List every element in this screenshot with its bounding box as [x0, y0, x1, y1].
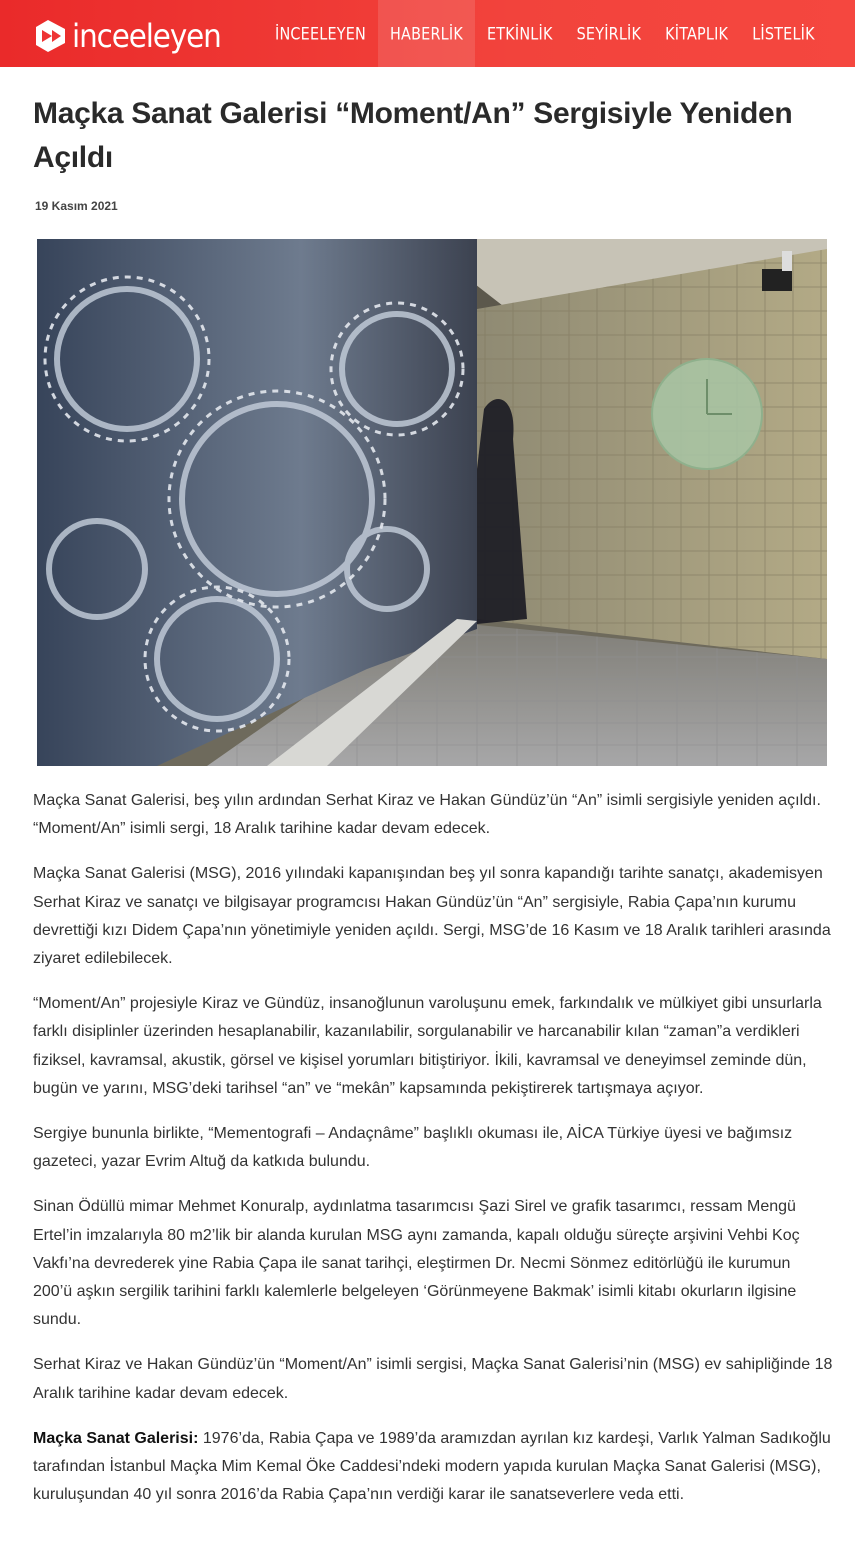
- article-paragraph: “Moment/An” projesiyle Kiraz ve Gündüz, insanoğlunun varoluşunu emek, farkındalık ve mülkiyet gibi unsurlarla farklı disiplinler üzerinden hesaplanabilir, kazanılabilir, sorgulanabilir ve harcanabilir kılan “zaman”a verdikleri fiziksel, kavramsal, akustik, görsel ve kişisel yorumları bitiştiriyor. İkili, kavramsal ve deneyimsel zeminde dün, bugün ve yarını, MSG’deki tarihsel “an” ve “mekân” kapsamında pekiştirerek tartışmaya açıyor.: [33, 995, 822, 1097]
- gallery-lead-label: Maçka Sanat Galerisi:: [33, 1429, 199, 1447]
- gallery-photo: [37, 239, 827, 766]
- article-paragraph: Serhat Kiraz ve Hakan Gündüz’ün “Moment/An” isimli sergisi, Maçka Sanat Galerisi’nin (MSG) ev sahipliğinde 18 Aralık tarihine kadar devam edecek.: [33, 1356, 833, 1402]
- site-header: [0, 0, 855, 67]
- article-paragraph: Sergiye bununla birlikte, “Mementografi – Andaçnâme” başlıklı okuması ile, AİCA Türkiye üyesi ve bağımsız gazeteci, yazar Evrim Altuğ da katkıda bulundu.: [33, 1125, 793, 1171]
- nav-item-kitaplik[interactable]: KİTAPLIK: [665, 23, 729, 44]
- article-title: Maçka Sanat Galerisi “Moment/An” Sergisiyle Yeniden Açıldı: [33, 97, 793, 174]
- article-date: 19 Kasım 2021: [35, 199, 118, 213]
- article-paragraph-last: [33, 1425, 833, 1510]
- logo-text: inceeleyen: [72, 17, 221, 55]
- nav-item-haberlik[interactable]: HABERLİK: [378, 0, 475, 69]
- article-paragraph: Maçka Sanat Galerisi (MSG), 2016 yılındaki kapanışından beş yıl sonra kapandığı tarihte sanatçı, akademisyen Serhat Kiraz ve sanatçı ve bilgisayar programcısı Hakan Gündüz’ün “An” sergisiyle, Rabia Çapa’nın kurumu devrettiği kızı Didem Çapa’nın yönetimiyle yeniden açıldı. Sergi, MSG’de 16 Kasım ve 18 Aralık tarihleri arasında ziyaret edilebilecek.: [33, 865, 831, 968]
- article-paragraph: Sinan Ödüllü mimar Mehmet Konuralp, aydınlatma tasarımcısı Şazi Sirel ve grafik tasarımcı, ressam Mengü Ertel’in imzalarıyla 80 m2’lik bir alanda kurulan MSG aynı zamanda, kapalı olduğu süreçte arşivini Vehbi Koç Vakfı’na devrederek yine Rabia Çapa ile sanat tarihçi, eleştirmen Dr. Necmi Sönmez editörlüğü ile kurumun 200’ü aşkın sergilik tarihini farklı kalemlerle belgeleyen ‘Görünmeyene Bakmak’ isimli kitabı okurların ilgisine sundu.: [33, 1198, 800, 1329]
- nav-item-seyirlik[interactable]: SEYİRLİK: [576, 23, 642, 44]
- nav-item-etkinlik[interactable]: ETKİNLİK: [486, 23, 553, 44]
- article-paragraph: Maçka Sanat Galerisi, beş yılın ardından Serhat Kiraz ve Hakan Gündüz’ün “An” isimli sergisiyle yeniden açıldı. “Moment/An” isimli sergi, 18 Aralık tarihine kadar devam edecek.: [33, 792, 821, 838]
- site-logo[interactable]: [32, 16, 234, 56]
- article-body: [33, 787, 833, 1526]
- logo-icon: [32, 17, 68, 55]
- article-hero-image: [37, 239, 827, 766]
- nav-item-listelik[interactable]: LİSTELİK: [752, 23, 815, 44]
- gallery-description: 1976’da, Rabia Çapa ve 1989’da aramızdan ayrılan kız kardeşi, Varlık Yalman Sadıkoğlu tarafından İstanbul Maçka Mim Kemal Öke Caddesi’ndeki modern yapıda kurulan Maçka Sanat Galerisi (MSG), kuruluşundan 40 yıl sonra 2016’da Rabia Çapa’nın verdiği karar ile sanatseverlere veda etti.: [33, 1429, 831, 1504]
- main-nav: [263, 0, 827, 67]
- nav-item-inceeleyen[interactable]: İNCEELEYEN: [275, 23, 367, 44]
